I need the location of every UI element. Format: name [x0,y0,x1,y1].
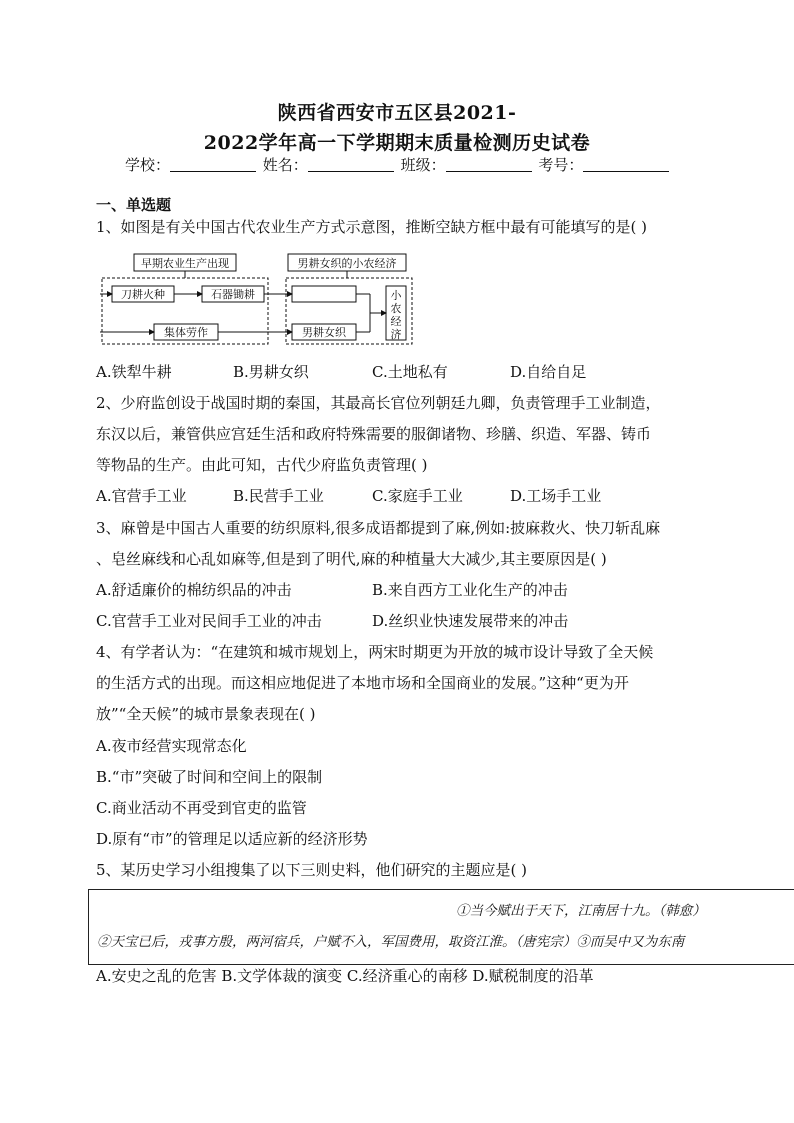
q2-option-c: C.家庭手工业 [372,487,463,505]
q5-options: A.安史之乱的危害 B.文学体裁的演变 C.经济重心的南移 D.赋税制度的沿革 [96,967,594,985]
men-farm-label: 男耕女织 [302,326,346,339]
student-info-row [125,154,671,175]
slash-burn-label: 刀耕火种 [121,288,165,301]
q2-option-d: D.工场手工业 [510,487,602,505]
title-line-2: 2022学年高一下学期期末质量检测历史试卷 [203,132,591,154]
q1-option-d: D.自给自足 [510,363,587,381]
small-farm-char-1: 小 [390,289,402,302]
q5-material-box [88,889,794,965]
q3-line-1: 3、麻曾是中国古人重要的纺织原料,很多成语都提到了麻,例如:披麻救火、快刀斩乱麻 [96,519,661,537]
school-label: 学校： [125,156,171,174]
q5-stem: 5、某历史学习小组搜集了以下三则史料，他们研究的主题应是( ) [96,861,528,879]
q4-line-2: 的生活方式的出现。而这相应地促进了本地市场和全国商业的发展。”这种“更为开 [96,674,629,692]
small-farm-char-4: 济 [390,328,402,341]
q1-diagram [100,248,420,350]
name-blank [308,156,394,172]
q4-line-3: 放”“全天候”的城市景象表现在( ) [96,705,316,723]
school-blank [170,156,256,172]
q1-option-c: C.土地私有 [372,363,448,381]
class-label: 班级： [400,156,446,174]
group2-label: 男耕女织的小农经济 [297,257,397,270]
q2-option-a: A.官营手工业 [96,487,187,505]
q4-option-d: D.原有“市”的管理足以适应新的经济形势 [96,830,368,848]
group1-label: 早期农业生产出现 [141,257,229,270]
q4-line-1: 4、有学者认为：“在建筑和城市规划上，两宋时期更为开放的城市设计导致了全天候 [96,643,654,661]
q1-option-b: B.男耕女织 [233,363,309,381]
q2-line-2: 东汉以后，兼管供应宫廷生活和政府特殊需要的服御诸物、珍膳、织造、军器、铸币 [96,425,652,443]
q3-option-d: D.丝织业快速发展带来的冲击 [372,612,569,630]
q3-option-c: C.官营手工业对民间手工业的冲击 [96,612,322,630]
q2-line-3: 等物品的生产。由此可知，古代少府监负责管理( ) [96,456,428,474]
q4-option-c: C.商业活动不再受到官吏的监管 [96,799,307,817]
class-blank [446,156,532,172]
number-blank [583,156,669,172]
q5-material-1: ①当今赋出于天下，江南居十九。（韩愈） [456,903,706,919]
stone-hoe-label: 石器锄耕 [211,288,255,301]
q4-option-b: B.“市”突破了时间和空间上的限制 [96,768,323,786]
blank-answer-box [292,286,356,302]
q1-option-a: A.铁犁牛耕 [96,363,172,381]
q2-line-1: 2、少府监创设于战国时期的秦国，其最高长官位列朝廷九卿，负责管理手工业制造， [96,394,661,412]
q3-line-2: 、皂丝麻线和心乱如麻等,但是到了明代,麻的种植量大大减少,其主要原因是( ) [96,550,607,568]
section-heading: 一、单选题 [96,196,172,214]
q5-material-2: ②天宝已后，戎事方殷，两河宿兵，户赋不入，军国费用，取资江淮。（唐宪宗）③而吴中又为东南 [97,934,685,950]
q2-option-b: B.民营手工业 [233,487,324,505]
q1-stem: 1、如图是有关中国古代农业生产方式示意图，推断空缺方框中最有可能填写的是( ) [96,218,648,236]
q4-option-a: A.夜市经营实现常态化 [96,737,247,755]
small-farm-char-3: 经 [390,315,402,328]
number-label: 考号： [538,156,584,174]
q3-option-b: B.来自西方工业化生产的冲击 [372,581,568,599]
collective-label: 集体劳作 [164,326,208,339]
name-label: 姓名： [262,156,308,174]
small-farm-char-2: 农 [390,302,402,315]
title-line-1: 陕西省西安市五区县2021- [277,102,517,124]
q3-option-a: A.舒适廉价的棉纺织品的冲击 [96,581,292,599]
